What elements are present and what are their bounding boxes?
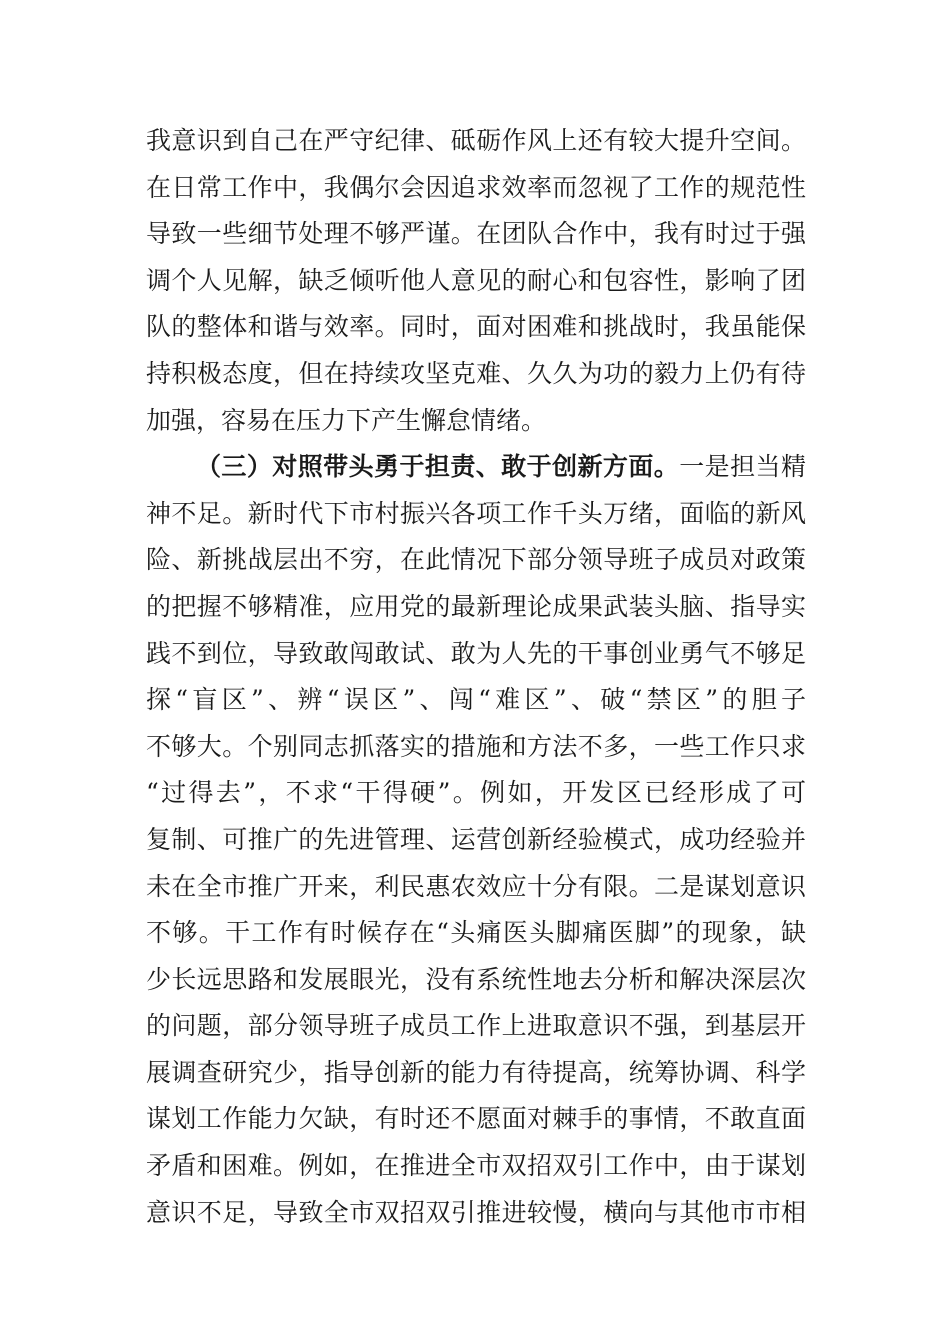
text-line: 少长远思路和发展眼光，没有系统性地去分析和解决深层次 <box>146 964 806 994</box>
text-line: 复制、可推广的先进管理、运营创新经验模式，成功经验并 <box>146 824 806 854</box>
text-line: 不够。干工作有时候存在“头痛医头脚痛医脚”的现象，缺 <box>146 918 806 948</box>
text-line: 未在全市推广开来，利民惠农效应十分有限。二是谋划意识 <box>146 871 806 901</box>
text-run: 一是担当精 <box>679 452 806 482</box>
text-line: 意识不足，导致全市双招双引推进较慢，横向与其他市市相 <box>146 1197 806 1227</box>
text-line: “过得去”，不求“干得硬”。例如，开发区已经形成了可 <box>146 778 806 808</box>
text-line: 的把握不够精准，应用党的最新理论成果武装头脑、指导实 <box>146 591 806 621</box>
text-line: 探“盲区”、辨“误区”、闯“难区”、破“禁区”的胆子 <box>146 685 806 715</box>
body-text <box>146 118 806 1236</box>
text-line: 的问题，部分领导班子成员工作上进取意识不强，到基层开 <box>146 1011 806 1041</box>
text-line: 不够大。个别同志抓落实的措施和方法不多，一些工作只求 <box>146 731 806 761</box>
text-line: 险、新挑战层出不穷，在此情况下部分领导班子成员对政策 <box>146 545 806 575</box>
text-line: 我意识到自己在严守纪律、砥砺作风上还有较大提升空间。 <box>146 126 806 155</box>
text-line: 队的整体和谐与效率。同时，面对困难和挑战时，我虽能保 <box>146 312 806 342</box>
text-line: 持积极态度，但在持续攻坚克难、久久为功的毅力上仍有待 <box>146 358 806 388</box>
text-line: 在日常工作中，我偶尔会因追求效率而忽视了工作的规范性 <box>146 172 806 202</box>
section-heading-line <box>146 444 806 491</box>
text-line: 调个人见解，缺乏倾听他人意见的耐心和包容性，影响了团 <box>146 265 806 295</box>
text-line: 矛盾和困难。例如，在推进全市双招双引工作中，由于谋划 <box>146 1151 806 1181</box>
text-line: 谋划工作能力欠缺，有时还不愿面对棘手的事情，不敢直面 <box>146 1104 806 1134</box>
text-line: 神不足。新时代下市村振兴各项工作千头万绪，面临的新风 <box>146 498 806 528</box>
section-heading: （三）对照带头勇于担责、敢于创新方面。 <box>196 452 680 482</box>
text-line: 加强，容易在压力下产生懈怠情绪。 <box>146 405 547 435</box>
text-line: 导致一些细节处理不够严谨。在团队合作中，我有时过于强 <box>146 219 806 249</box>
text-line: 践不到位，导致敢闯敢试、敢为人先的干事创业勇气不够足 <box>146 638 806 668</box>
text-line: 展调查研究少，指导创新的能力有待提高，统筹协调、科学 <box>146 1057 806 1087</box>
